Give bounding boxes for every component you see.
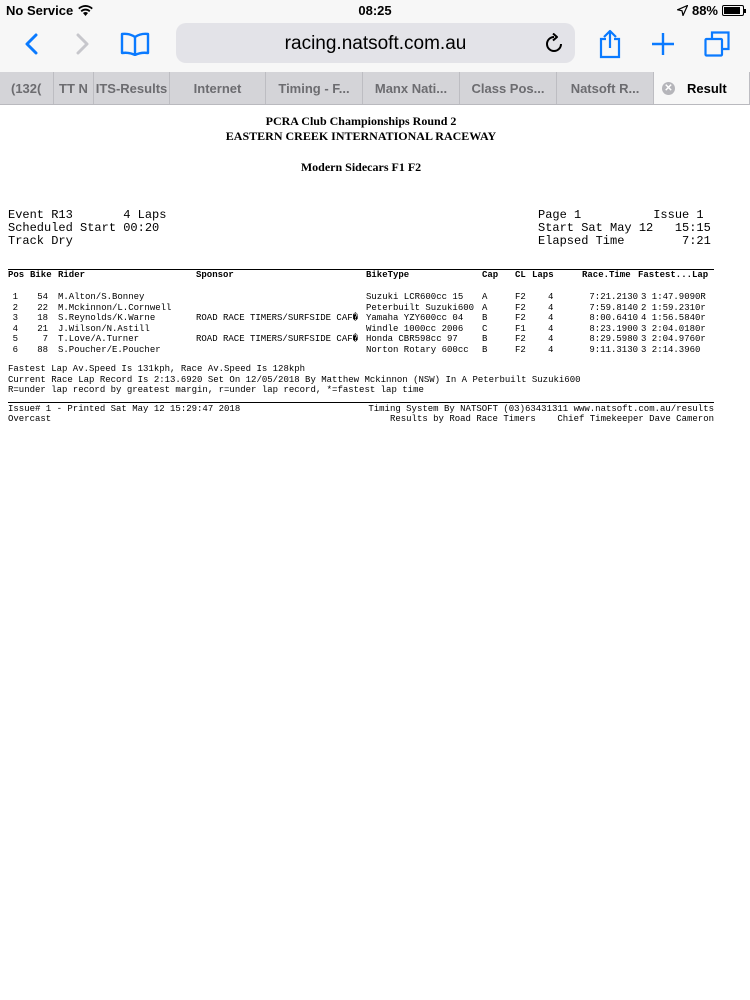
footer-divider	[8, 402, 714, 403]
cell-cl: F2	[515, 313, 526, 323]
clock: 08:25	[358, 3, 392, 18]
cell-racetime: 7:21.2130	[589, 292, 638, 302]
cell-biketype: Suzuki LCR600cc 15	[366, 292, 464, 302]
tab-active[interactable]	[654, 72, 750, 104]
chevron-left-icon	[24, 33, 38, 55]
cell-cl: F2	[515, 344, 526, 355]
reload-button[interactable]	[541, 30, 567, 56]
class-title: Modern Sidecars F1 F2	[300, 160, 422, 174]
battery-percent: 88%	[691, 3, 718, 18]
scheduled-line: Scheduled Start 00:20	[8, 221, 160, 235]
event-line: Event R13 4 Laps	[8, 208, 167, 222]
col-cl: CL	[515, 270, 526, 280]
race-notes	[8, 364, 581, 396]
cell-fastest: 3 1:47.9090R	[641, 292, 706, 302]
cell-racetime: 7:59.8140	[589, 302, 638, 313]
tab-6[interactable]	[363, 72, 460, 104]
tab-label: Manx Nati...	[374, 80, 448, 96]
cell-laps: 4	[548, 323, 554, 334]
footer-weather: Overcast	[8, 414, 52, 424]
col-bike: Bike	[30, 270, 52, 280]
tab-1[interactable]	[0, 72, 54, 104]
cell-cap: B	[482, 344, 488, 355]
share-button[interactable]	[590, 26, 630, 62]
cell-biketype: Yamaha YZY600cc 04	[366, 313, 464, 323]
cell-cap: C	[482, 323, 488, 334]
cell-biketype: Peterbuilt Suzuki600	[366, 302, 475, 313]
cell-biketype: Honda CBR598cc 97	[366, 334, 458, 344]
tab-2[interactable]	[54, 72, 94, 104]
new-tab-button[interactable]	[643, 26, 683, 62]
chevron-right-icon	[76, 33, 90, 55]
cell-racetime: 8:00.6410	[589, 313, 638, 323]
cell-cl: F2	[515, 334, 526, 344]
tab-label: Internet	[193, 80, 242, 96]
close-tab-icon[interactable]: ✕	[662, 82, 675, 95]
tab-4[interactable]	[170, 72, 266, 104]
battery-group	[677, 3, 744, 18]
cell-rider: M.Mckinnon/L.Cornwell	[58, 302, 172, 313]
tab-8[interactable]	[557, 72, 654, 104]
cell-pos: 2	[12, 302, 18, 313]
cell-laps: 4	[548, 344, 554, 355]
cell-pos: 1	[12, 292, 18, 302]
browser-toolbar	[0, 20, 750, 72]
tabs-icon	[704, 31, 730, 57]
footer-issue: Issue# 1 - Printed Sat May 12 15:29:47 2018	[8, 404, 241, 414]
tab-label: Class Pos...	[471, 80, 545, 96]
col-pos: Pos	[8, 270, 25, 280]
tab-label: (132(	[11, 80, 42, 96]
share-icon	[599, 29, 621, 59]
page-content	[0, 106, 750, 1000]
address-bar[interactable]	[176, 23, 575, 63]
cell-pos: 6	[12, 344, 18, 355]
cell-bike: 54	[37, 292, 48, 302]
cell-rider: J.Wilson/N.Astill	[58, 323, 150, 334]
cell-biketype: Norton Rotary 600cc	[366, 344, 469, 355]
tab-7[interactable]	[460, 72, 557, 104]
elapsed-line: Elapsed Time 7:21	[538, 234, 711, 248]
note-legend: R=under lap record by greatest margin, r=under lap record, *=fastest lap time	[8, 385, 424, 395]
cell-racetime: 8:29.5980	[589, 334, 638, 344]
battery-level	[724, 7, 740, 14]
col-racetime: Race.Time	[582, 270, 631, 280]
cell-rider: S.Reynolds/K.Warne	[58, 313, 156, 323]
tab-label: Natsoft R...	[570, 80, 640, 96]
cell-laps: 4	[548, 313, 554, 323]
location-arrow-icon	[677, 5, 688, 16]
start-line: Start Sat May 12 15:15	[538, 221, 711, 235]
col-rider: Rider	[58, 270, 86, 280]
tab-bar	[0, 72, 750, 105]
cell-biketype: Windle 1000cc 2006	[366, 323, 464, 334]
cell-racetime: 9:11.3130	[589, 344, 638, 355]
note-speed: Fastest Lap Av.Speed Is 131kph, Race Av.Speed Is 128kph	[8, 364, 306, 374]
cell-sponsor: ROAD RACE TIMERS/SURFSIDE CAF�	[196, 313, 359, 323]
cell-sponsor: ROAD RACE TIMERS/SURFSIDE CAF�	[196, 334, 359, 344]
venue-title: EASTERN CREEK INTERNATIONAL RACEWAY	[225, 129, 497, 143]
cell-laps: 4	[548, 334, 554, 344]
cell-fastest: 3 2:14.3960	[641, 344, 701, 355]
cell-bike: 21	[37, 323, 48, 334]
battery-icon	[722, 5, 744, 16]
cell-racetime: 8:23.1900	[589, 323, 638, 334]
cell-laps: 4	[548, 302, 554, 313]
cell-cap: B	[482, 313, 488, 323]
cell-laps: 4	[548, 292, 554, 302]
cell-cl: F1	[515, 323, 526, 334]
back-button[interactable]	[11, 26, 51, 62]
col-cap: Cap	[482, 270, 499, 280]
cell-pos: 5	[12, 334, 18, 344]
note-lap-record: Current Race Lap Record Is 2:13.6920 Set On 12/05/2018 By Matthew Mckinnon (NSW) In A Peterbuilt Suzuki600	[8, 374, 581, 385]
cell-cap: A	[482, 302, 488, 313]
footer-timing: Timing System By NATSOFT (03)63431311 www.natsoft.com.au/results	[368, 404, 714, 414]
report-title: PCRA Club Championships Round 2	[265, 114, 457, 128]
forward-button[interactable]	[63, 26, 103, 62]
tab-label: TT N	[59, 80, 88, 96]
col-laps: Laps	[532, 270, 554, 280]
cell-pos: 3	[12, 313, 18, 323]
reload-icon	[545, 33, 563, 53]
cell-cap: B	[482, 334, 488, 344]
cell-bike: 7	[42, 334, 48, 344]
cell-fastest: 3 2:04.0180r	[641, 323, 706, 334]
tab-label: ITS-Results	[95, 80, 168, 96]
cell-cl: F2	[515, 302, 526, 313]
tab-label: Result	[687, 80, 727, 96]
cell-rider: T.Love/A.Turner	[58, 334, 140, 344]
track-line: Track Dry	[8, 234, 73, 248]
cell-fastest: 2 1:59.2310r	[641, 302, 706, 313]
cell-bike: 18	[37, 313, 48, 323]
plus-icon	[651, 32, 675, 56]
cell-rider: M.Alton/S.Bonney	[58, 292, 145, 302]
tab-label: Timing - F...	[278, 80, 350, 96]
book-icon	[120, 32, 150, 56]
cell-bike: 88	[37, 344, 48, 355]
status-bar	[0, 0, 750, 20]
cell-fastest: 3 2:04.9760r	[641, 334, 706, 344]
tabs-overview-button[interactable]	[697, 26, 737, 62]
page-line: Page 1 Issue 1	[538, 208, 704, 222]
url-text[interactable]: racing.natsoft.com.au	[284, 33, 467, 54]
col-sponsor: Sponsor	[196, 270, 234, 280]
col-fastest: Fastest...Lap	[638, 270, 709, 280]
cell-cap: A	[482, 292, 488, 302]
cell-rider: S.Poucher/E.Poucher	[58, 344, 161, 355]
cell-cl: F2	[515, 292, 526, 302]
tab-5[interactable]	[266, 72, 363, 104]
bookmarks-button[interactable]	[115, 26, 155, 62]
cell-pos: 4	[12, 323, 18, 334]
carrier-label: No Service	[6, 3, 74, 18]
col-biketype: BikeType	[366, 270, 410, 280]
footer-credits: Results by Road Race Timers Chief Timekeeper Dave Cameron	[389, 414, 714, 424]
cell-fastest: 4 1:56.5840r	[641, 313, 706, 323]
cell-bike: 22	[37, 302, 48, 313]
tab-3[interactable]	[94, 72, 170, 104]
